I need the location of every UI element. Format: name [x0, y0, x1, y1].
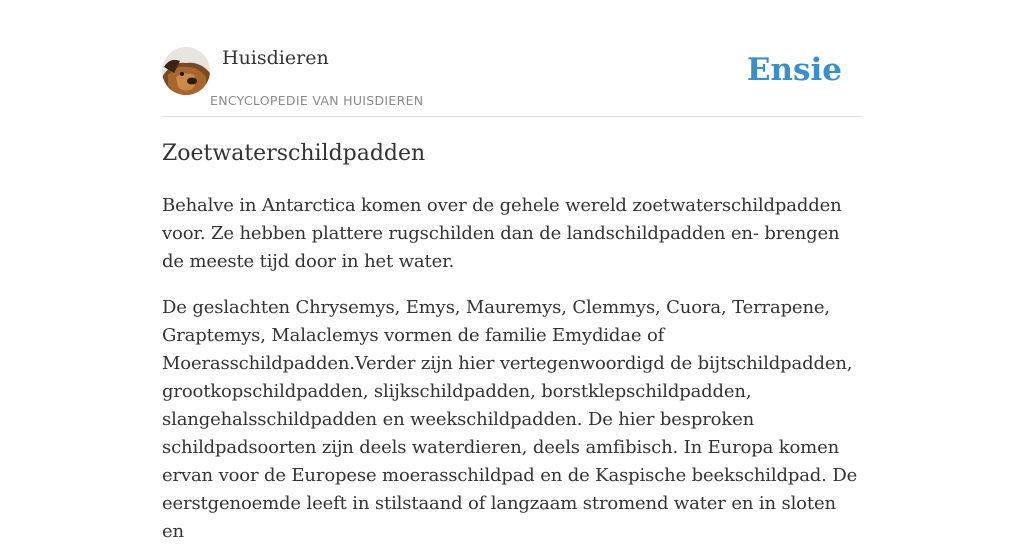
article [162, 138, 862, 546]
site-subtitle: ENCYCLOPEDIE VAN HUISDIEREN [210, 93, 424, 108]
site-name[interactable]: Huisdieren [222, 47, 329, 69]
article-paragraph: De geslachten Chrysemys, Emys, Mauremys, Clemmys, Cuora, Terrapene, Graptemys, Malaclemys vormen de familie Emydidae of Moerasschildpadden.Verder zijn hier vertegenwoordigd de bijtschildpadden, grootkopschildpadden, slijkschildpadden, borstklepschildpadden, slangehalsschildpadden en weekschildpadden. De hier besproken schildpadsoorten zijn deels waterdieren, deels amfibisch. In Europa komen ervan voor de Europese moerasschildpad en de Kaspische beekschildpad. De eerstgenoemde leeft in stilstaand of langzaam stromend water en in sloten en [162, 297, 858, 542]
dog-avatar-icon[interactable] [162, 47, 210, 95]
ensie-logo[interactable]: Ensie [746, 52, 842, 88]
article-paragraph: Behalve in Antarctica komen over de gehele wereld zoetwaterschildpadden voor. Ze hebben plattere rugschilden dan de landschildpadden en- brengen de meeste tijd door in het water. [162, 195, 842, 272]
site-header [162, 44, 862, 117]
article-title: Zoetwaterschildpadden [162, 141, 426, 166]
